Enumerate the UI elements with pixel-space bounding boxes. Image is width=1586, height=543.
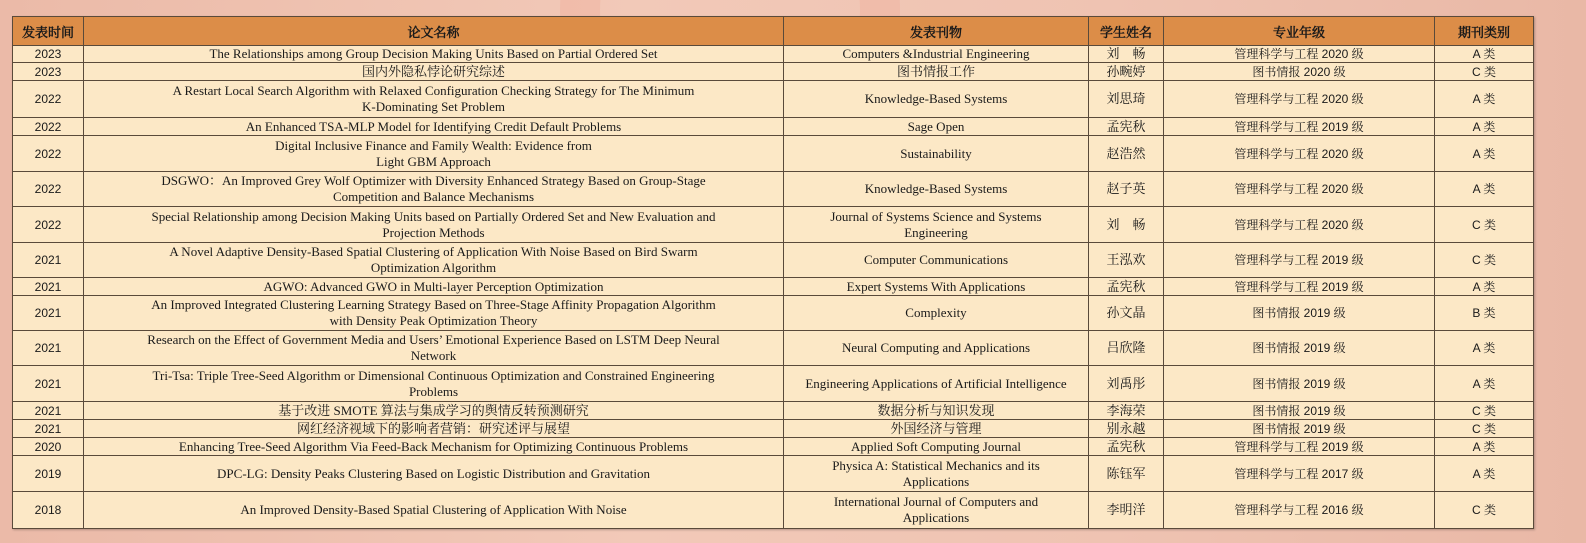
cell-category: A 类 [1435,331,1534,366]
cell-student: 别永越 [1089,420,1164,438]
cell-student: 李明洋 [1089,492,1164,529]
cell-major: 图书情报 2020 级 [1164,63,1435,81]
cell-student: 赵浩然 [1089,136,1164,172]
cell-student: 李海荣 [1089,402,1164,420]
table-row [13,366,1534,402]
cell-title: Digital Inclusive Finance and Family Wealth: Evidence from Light GBM Approach [84,136,784,172]
cell-category: A 类 [1435,118,1534,136]
cell-journal: Sustainability [784,136,1089,172]
cell-journal: Computer Communications [784,243,1089,278]
cell-journal: Expert Systems With Applications [784,278,1089,296]
cell-title: DPC-LG: Density Peaks Clustering Based on Logistic Distribution and Gravitation [84,456,784,492]
cell-journal: Complexity [784,296,1089,331]
cell-student: 陈钰军 [1089,456,1164,492]
cell-title: An Improved Integrated Clustering Learning Strategy Based on Three-Stage Affinity Propagation Algorithm with Density Peak Optimization Theory [84,296,784,331]
cell-major: 图书情报 2019 级 [1164,402,1435,420]
cell-year: 2021 [13,402,84,420]
cell-title: 网红经济视域下的影响者营销：研究述评与展望 [84,420,784,438]
cell-category: C 类 [1435,492,1534,529]
cell-title: 国内外隐私悖论研究综述 [84,63,784,81]
cell-year: 2022 [13,81,84,118]
cell-major: 图书情报 2019 级 [1164,366,1435,402]
cell-category: C 类 [1435,402,1534,420]
cell-journal: Neural Computing and Applications [784,331,1089,366]
table-row [13,420,1534,438]
cell-major: 管理科学与工程 2016 级 [1164,492,1435,529]
cell-student: 刘 畅 [1089,207,1164,243]
cell-student: 刘 畅 [1089,46,1164,63]
cell-major: 管理科学与工程 2019 级 [1164,438,1435,456]
cell-student: 刘禹彤 [1089,366,1164,402]
cell-journal: International Journal of Computers and Applications [784,492,1089,529]
header-row [13,17,1534,46]
cell-journal: 图书情报工作 [784,63,1089,81]
cell-year: 2021 [13,243,84,278]
cell-major: 管理科学与工程 2020 级 [1164,172,1435,207]
cell-category: B 类 [1435,296,1534,331]
header-journal: 发表刊物 [784,17,1089,46]
cell-title: Enhancing Tree-Seed Algorithm Via Feed-Back Mechanism for Optimizing Continuous Problems [84,438,784,456]
cell-year: 2023 [13,46,84,63]
cell-journal: 外国经济与管理 [784,420,1089,438]
cell-year: 2021 [13,296,84,331]
cell-title: 基于改进 SMOTE 算法与集成学习的舆情反转预测研究 [84,402,784,420]
cell-title: Tri-Tsa: Triple Tree-Seed Algorithm or Dimensional Continuous Optimization and Constrained Engineering Problems [84,366,784,402]
cell-year: 2022 [13,118,84,136]
cell-student: 吕欣隆 [1089,331,1164,366]
cell-journal: Computers &Industrial Engineering [784,46,1089,63]
cell-category: A 类 [1435,366,1534,402]
cell-major: 图书情报 2019 级 [1164,420,1435,438]
table-row [13,278,1534,296]
table-row [13,492,1534,529]
cell-year: 2022 [13,172,84,207]
cell-major: 图书情报 2019 级 [1164,296,1435,331]
cell-title: Research on the Effect of Government Media and Users’ Emotional Experience Based on LSTM Deep Neural Network [84,331,784,366]
cell-year: 2018 [13,492,84,529]
cell-title: Special Relationship among Decision Making Units based on Partially Ordered Set and New Evaluation and Projection Methods [84,207,784,243]
table-row [13,136,1534,172]
cell-year: 2020 [13,438,84,456]
cell-year: 2022 [13,136,84,172]
cell-student: 孟宪秋 [1089,278,1164,296]
cell-student: 孟宪秋 [1089,438,1164,456]
table-row [13,296,1534,331]
header-student: 学生姓名 [1089,17,1164,46]
cell-year: 2019 [13,456,84,492]
cell-year: 2021 [13,366,84,402]
table-row [13,81,1534,118]
cell-journal: 数据分析与知识发现 [784,402,1089,420]
table-row [13,46,1534,63]
cell-title: A Restart Local Search Algorithm with Relaxed Configuration Checking Strategy for The Minimum K-Dominating Set Problem [84,81,784,118]
cell-journal: Physica A: Statistical Mechanics and its Applications [784,456,1089,492]
cell-major: 管理科学与工程 2019 级 [1164,243,1435,278]
cell-category: A 类 [1435,172,1534,207]
cell-category: C 类 [1435,207,1534,243]
cell-journal: Journal of Systems Science and Systems Engineering [784,207,1089,243]
cell-year: 2021 [13,420,84,438]
cell-major: 管理科学与工程 2020 级 [1164,81,1435,118]
cell-journal: Knowledge-Based Systems [784,172,1089,207]
cell-major: 管理科学与工程 2020 级 [1164,46,1435,63]
table-row [13,172,1534,207]
cell-major: 管理科学与工程 2020 级 [1164,136,1435,172]
table-row [13,243,1534,278]
cell-title: An Enhanced TSA-MLP Model for Identifying Credit Default Problems [84,118,784,136]
cell-student: 王泓欢 [1089,243,1164,278]
cell-student: 孙畹婷 [1089,63,1164,81]
cell-major: 管理科学与工程 2019 级 [1164,118,1435,136]
header-major: 专业年级 [1164,17,1435,46]
table-row [13,456,1534,492]
header-category: 期刊类别 [1435,17,1534,46]
table-row [13,207,1534,243]
cell-title: A Novel Adaptive Density-Based Spatial Clustering of Application With Noise Based on Bird Swarm Optimization Algorithm [84,243,784,278]
cell-category: A 类 [1435,456,1534,492]
publications-table [12,16,1534,529]
cell-title: AGWO: Advanced GWO in Multi-layer Perception Optimization [84,278,784,296]
cell-major: 图书情报 2019 级 [1164,331,1435,366]
cell-category: C 类 [1435,243,1534,278]
cell-student: 赵子英 [1089,172,1164,207]
table-row [13,438,1534,456]
table-row [13,63,1534,81]
table-row [13,402,1534,420]
cell-year: 2023 [13,63,84,81]
header-date: 发表时间 [13,17,84,46]
cell-year: 2022 [13,207,84,243]
table-row [13,331,1534,366]
cell-category: C 类 [1435,63,1534,81]
cell-major: 管理科学与工程 2019 级 [1164,278,1435,296]
cell-category: A 类 [1435,438,1534,456]
cell-title: The Relationships among Group Decision Making Units Based on Partial Ordered Set [84,46,784,63]
cell-category: A 类 [1435,136,1534,172]
cell-student: 刘思琦 [1089,81,1164,118]
cell-year: 2021 [13,331,84,366]
cell-category: A 类 [1435,81,1534,118]
cell-journal: Applied Soft Computing Journal [784,438,1089,456]
cell-title: DSGWO：An Improved Grey Wolf Optimizer with Diversity Enhanced Strategy Based on Group-Stage Competition and Balance Mechanisms [84,172,784,207]
cell-category: A 类 [1435,278,1534,296]
cell-title: An Improved Density-Based Spatial Clustering of Application With Noise [84,492,784,529]
cell-category: C 类 [1435,420,1534,438]
header-title: 论文名称 [84,17,784,46]
cell-student: 孟宪秋 [1089,118,1164,136]
table-row [13,118,1534,136]
cell-year: 2021 [13,278,84,296]
cell-major: 管理科学与工程 2020 级 [1164,207,1435,243]
cell-category: A 类 [1435,46,1534,63]
cell-major: 管理科学与工程 2017 级 [1164,456,1435,492]
cell-journal: Sage Open [784,118,1089,136]
cell-journal: Knowledge-Based Systems [784,81,1089,118]
cell-journal: Engineering Applications of Artificial Intelligence [784,366,1089,402]
cell-student: 孙文晶 [1089,296,1164,331]
